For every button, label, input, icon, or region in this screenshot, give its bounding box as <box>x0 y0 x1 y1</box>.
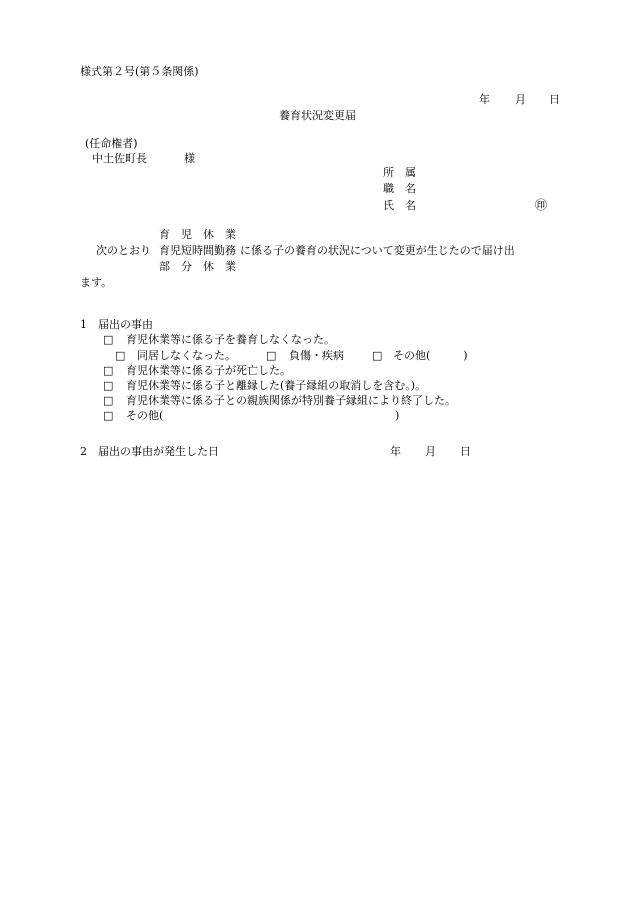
addressee-name: 中土佐町長 <box>92 152 147 165</box>
name-label: 氏 名 <box>383 199 416 212</box>
date-year-label: 年 <box>479 93 490 106</box>
section1-heading: 1 届出の事由 <box>80 318 153 331</box>
checkbox-sub3[interactable]: □ <box>372 349 383 362</box>
sub1-label: 同居しなくなった。 <box>137 349 236 362</box>
occurrence-day-label: 日 <box>460 445 471 458</box>
sub2-label: 負傷・疾病 <box>289 349 344 362</box>
item4-label: 育児休業等に係る子との親族関係が特別養子縁組により終了した。 <box>126 394 456 407</box>
item3-label: 育児休業等に係る子と離縁した(養子縁組の取消しを含む。)。 <box>126 379 427 392</box>
item5-label-open: その他( <box>126 409 164 422</box>
date-month-label: 月 <box>515 93 526 106</box>
form-number: 様式第２号(第５条関係) <box>80 65 199 78</box>
body-sentence-suffix: に係る子の養育の状況について変更が生じたので届け出 <box>240 244 515 257</box>
document-title: 養育状況変更届 <box>279 109 356 122</box>
checkbox-item4[interactable]: □ <box>103 394 114 407</box>
checkbox-sub2[interactable]: □ <box>266 349 277 362</box>
position-label: 職 名 <box>383 182 416 195</box>
section2-heading: 2 届出の事由が発生した日 <box>80 445 219 458</box>
leave-option-short-hours: 育児短時間勤務 <box>159 244 236 257</box>
addressee-role: (任命権者) <box>85 137 138 150</box>
leave-option-childcare: 育 児 休 業 <box>159 228 236 241</box>
item5-label-close: ) <box>395 409 400 422</box>
item1-label: 育児休業等に係る子を養育しなくなった。 <box>126 333 335 346</box>
addressee-honorific: 様 <box>184 152 195 165</box>
date-day-label: 日 <box>549 93 560 106</box>
item2-label: 育児休業等に係る子が死亡した。 <box>126 364 291 377</box>
sub3-label: その他( ) <box>393 349 468 362</box>
checkbox-sub1[interactable]: □ <box>115 349 126 362</box>
checkbox-item3[interactable]: □ <box>103 379 114 392</box>
seal-mark: ㊞ <box>535 198 548 212</box>
checkbox-item2[interactable]: □ <box>103 364 114 377</box>
checkbox-item5[interactable]: □ <box>103 409 114 422</box>
leave-option-partial: 部 分 休 業 <box>159 260 236 273</box>
occurrence-year-label: 年 <box>390 445 401 458</box>
checkbox-item1[interactable]: □ <box>103 333 114 346</box>
occurrence-month-label: 月 <box>425 445 436 458</box>
body-sentence-end: ます。 <box>80 276 113 289</box>
affiliation-label: 所 属 <box>383 166 416 179</box>
body-sentence-prefix: 次のとおり <box>96 244 151 257</box>
